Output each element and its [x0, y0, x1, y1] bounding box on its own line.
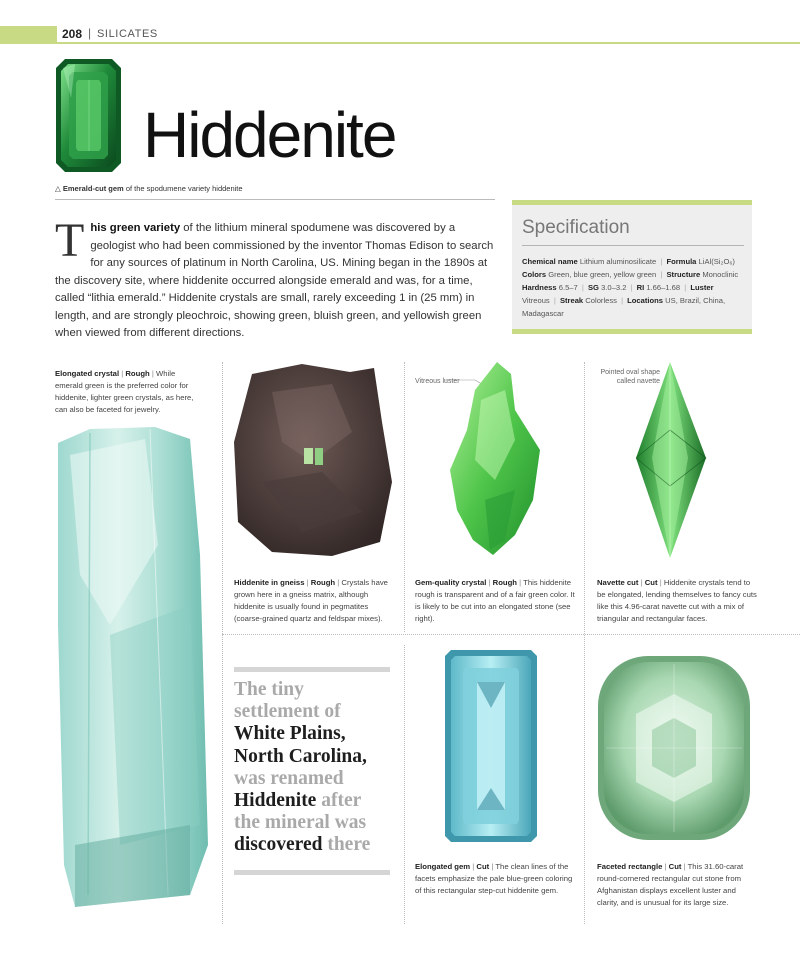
- elongated-gem-image: [443, 648, 539, 844]
- specimen-caption: Navette cut | Cut | Hiddenite crystals tend to be elongated, lending themselves to fancy cuts like this 4.96-carat navette cut with a mix of triangular and rectangular faces.: [597, 578, 757, 623]
- quote-part: discovered: [234, 834, 323, 856]
- specimen-text: While emerald green is the preferred color for hiddenite, lighter green crystals, as here, can also be faceted for jewelry.: [55, 369, 194, 414]
- spec-label-streak: Streak: [559, 296, 584, 305]
- specimen-text: This hiddenite rough is transparent and of a fair green color. It is likely to be cut into an elongated stone (see right).: [415, 578, 575, 623]
- header-accent-block: [0, 26, 57, 44]
- quote-bottom-bar: [234, 870, 390, 875]
- page-title: Hiddenite: [143, 99, 396, 171]
- quote-part: The tiny settlement of: [234, 679, 341, 723]
- drop-cap: T: [55, 214, 85, 267]
- spec-value-locations: US, Brazil, China, Madagascar: [522, 296, 726, 318]
- specimen-type: Rough: [125, 369, 150, 378]
- gneiss-matrix-image: [232, 362, 394, 558]
- triangle-up-icon: △: [55, 184, 61, 193]
- specimen-caption: Hiddenite in gneiss | Rough | Crystals have grown here in a gneiss matrix, although hiddenite is usually found in pegmatites (coarse-grained quartz and feldspar mixes).: [234, 578, 388, 623]
- intro-text: of the lithium mineral spodumene was discovered by a geologist who had been commissioned by the inventor Thomas Edison to search for any sources of platinum in North Carolina, US. Mining began in the 1890s at the discovery site, where hiddenite occurred alongside emerald and was, for a time, called “lithia emerald.” Hiddenite crystals are small, rarely exceeding 1 in (25 mm) in length, and are strongly pleochroic, showing green, bluish green, and yellowish green when viewed from different directions.: [55, 222, 494, 339]
- spec-value-colors: Green, blue green, yellow green: [548, 270, 657, 279]
- elongated-crystal-image: [50, 425, 215, 910]
- specimen-text: The clean lines of the facets emphasize the pale blue-green coloring of this rectangular step-cut hiddenite gem.: [415, 862, 573, 895]
- specimen-title: Elongated crystal: [55, 369, 120, 378]
- grid-divider: [222, 634, 800, 635]
- spec-value-ri: 1.66–1.68: [646, 283, 681, 292]
- emerald-cut-gem-image: [55, 58, 122, 173]
- specimen-type: Cut: [476, 862, 490, 871]
- specimen-text: Crystals have grown here in a gneiss matrix, although hiddenite is usually found in pegmatites (coarse-grained quartz and feldspar mixes).: [234, 578, 388, 623]
- intro-lead: his green variety: [90, 222, 181, 234]
- specimen-type: Rough: [310, 578, 336, 587]
- header-separator: |: [88, 26, 92, 40]
- specification-fields: Chemical name Lithium aluminosilicate | Formula LiAl(Si₂O₆) Colors Green, blue green, yellow green | Structure Monoclinic Hardness 6.5–7 | SG 3.0–3.2 | RI 1.66–1.68 | Luster Vitreous | Streak Colorless | Locations US, Brazil, China, Madagascar: [522, 257, 739, 318]
- specimen-title: Elongated gem: [415, 862, 471, 871]
- header-rule: [57, 42, 800, 44]
- specimen-title: Faceted rectangle: [597, 862, 663, 871]
- specimen-title: Navette cut: [597, 578, 639, 587]
- spec-label-structure: Structure: [666, 270, 701, 279]
- spec-value-sg: 3.0–3.2: [601, 283, 627, 292]
- vitreous-luster-label: Vitreous luster: [415, 378, 460, 385]
- intro-paragraph: [55, 214, 500, 343]
- spec-value-hardness: 6.5–7: [558, 283, 578, 292]
- spec-label-formula: Formula: [666, 257, 697, 266]
- spec-label-locations: Locations: [627, 296, 664, 305]
- top-gem-caption: [55, 184, 243, 193]
- specimen-title: Gem-quality crystal: [415, 578, 487, 587]
- specification-box: [512, 200, 752, 334]
- spec-value-luster: Vitreous: [522, 296, 550, 305]
- section-name: SILICATES: [97, 28, 158, 40]
- quote-part: White Plains, North Carolina,: [234, 723, 367, 767]
- top-caption-text: of the spodumene variety hiddenite: [123, 184, 243, 193]
- specimen-caption: Gem-quality crystal | Rough | This hiddenite rough is transparent and of a fair green color. It is likely to be cut into an elongated stone (see right).: [415, 578, 575, 623]
- spec-label-colors: Colors: [522, 270, 547, 279]
- spec-value-structure: Monoclinic: [702, 270, 739, 279]
- running-header: [0, 26, 800, 44]
- specimen-type: Rough: [492, 578, 517, 587]
- spec-value-streak: Colorless: [585, 296, 617, 305]
- navette-shape-label: Pointed oval shape called navette: [600, 369, 660, 385]
- quote-part: after the mineral was: [234, 790, 367, 834]
- specimen-type: Cut: [644, 578, 658, 587]
- spec-value-chemical-name: Lithium aluminosilicate: [579, 257, 657, 266]
- quote-part: was renamed: [234, 767, 344, 789]
- quote-top-bar: [234, 667, 390, 672]
- grid-divider: [404, 362, 405, 632]
- spec-label-hardness: Hardness: [522, 283, 557, 292]
- page-number: 208: [62, 27, 83, 41]
- quote-part: there: [322, 834, 371, 856]
- specimen-caption: Faceted rectangle | Cut | This 31.60-carat round-cornered rectangular cut stone from Afghanistan displays excellent luster and clarity, and is unusual for its large size.: [597, 862, 744, 907]
- specification-title: Specification: [522, 217, 630, 238]
- specimen-title: Hiddenite in gneiss: [234, 578, 305, 587]
- specimen-caption: Elongated gem | Cut | The clean lines of the facets emphasize the pale blue-green coloring of this rectangular step-cut hiddenite gem.: [415, 862, 573, 895]
- grid-divider: [222, 362, 223, 924]
- top-caption-title: Emerald-cut gem: [62, 184, 124, 193]
- specification-rule: [522, 245, 744, 246]
- spec-label-luster: Luster: [690, 283, 714, 292]
- gem-quality-crystal-image: [445, 360, 545, 560]
- specimen-text: Hiddenite crystals tend to be elongated, lending themselves to fancy cuts like this 4.96-carat navette cut with a mix of triangular and rectangular faces.: [597, 578, 757, 623]
- title-rule: [55, 199, 495, 200]
- grid-divider: [584, 362, 585, 924]
- grid-divider: [404, 645, 405, 924]
- faceted-rectangle-gem-image: [596, 654, 752, 842]
- navette-cut-gem-image: [628, 360, 712, 560]
- specimen-caption: Elongated crystal | Rough | While emerald green is the preferred color for hiddenite, lighter green crystals, as here, can also be faceted for jewelry.: [55, 369, 194, 414]
- specimen-text: This 31.60-carat round-cornered rectangular cut stone from Afghanistan displays excellent luster and clarity, and is unusual for its large size.: [597, 862, 744, 907]
- spec-label-sg: SG: [587, 283, 599, 292]
- spec-label-chemical-name: Chemical name: [522, 257, 578, 266]
- quote-part: Hiddenite: [234, 790, 317, 812]
- spec-value-formula: LiAl(Si₂O₆): [698, 257, 735, 266]
- specimen-type: Cut: [668, 862, 682, 871]
- pull-quote: [234, 679, 390, 857]
- spec-label-ri: RI: [636, 283, 645, 292]
